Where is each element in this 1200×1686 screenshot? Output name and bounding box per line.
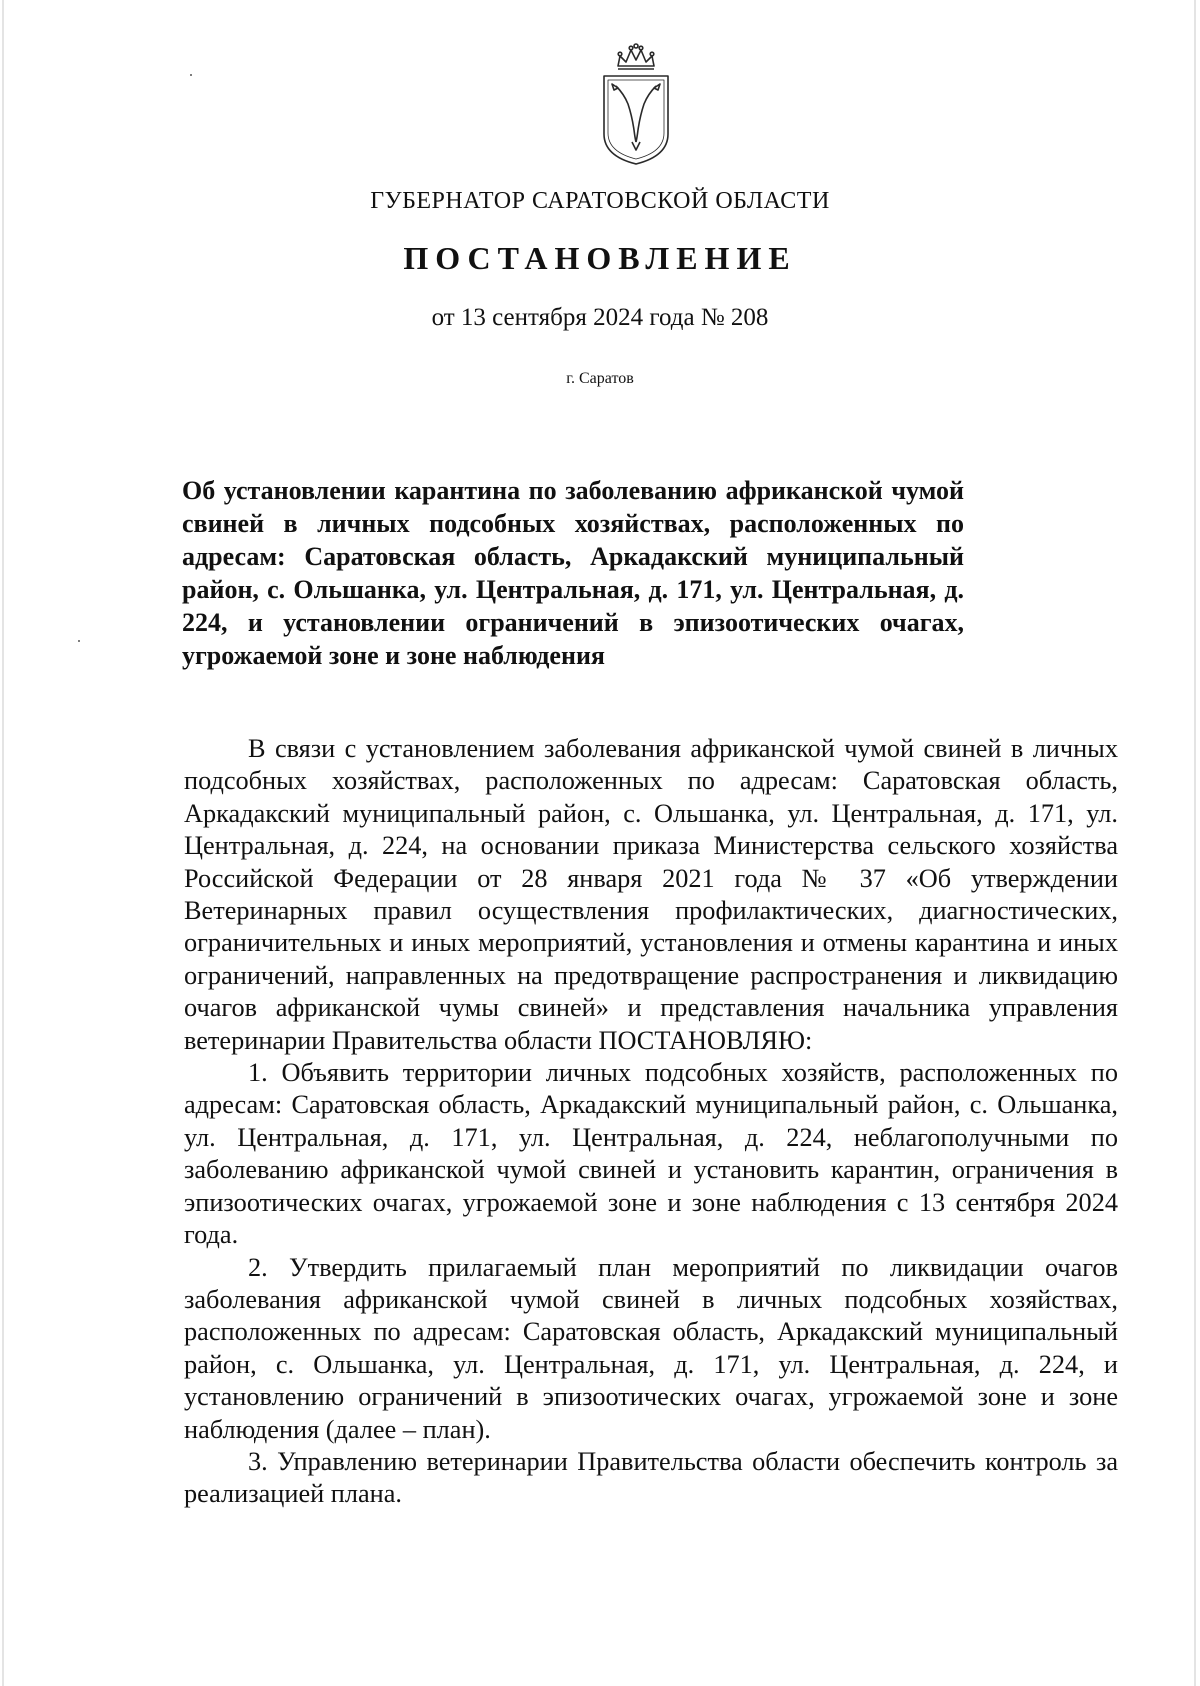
scan-speck	[190, 74, 192, 76]
clause-1-paragraph: 1. Объявить территории личных подсобных хозяйств, расположенных по адресам: Саратовская область, Аркадакский муниципальный район, с. Ольшанка, ул. Центральная, д. 171, ул. Центральная, д. 224, неблагополучными по заболеванию африканской чумой свиней и установить карантин, ограничения в эпизоотических очагах, угрожаемой зоне и зоне наблюдения с 13 сентября 2024 года.	[184, 1058, 1118, 1250]
issuer-heading: ГУБЕРНАТОР САРАТОВСКОЙ ОБЛАСТИ	[370, 188, 830, 214]
document-date-number: от 13 сентября 2024 года № 208	[431, 304, 769, 331]
saratov-coat-of-arms-icon	[598, 38, 674, 166]
clause-3-paragraph: 3. Управлению ветеринарии Правительства области обеспечить контроль за реализацией плана.	[184, 1446, 1118, 1509]
document-title: Об установлении карантина по заболеванию африканской чумой свиней в личных подсобных хозяйствах, расположенных по адресам: Саратовская область, Аркадакский муниципальный район, с. Ольшанка, ул. Центральная, д. 171, ул. Центральная, д. 224, и установлении ограничений в эпизоотических очагах, угрожаемой зоне и зоне наблюдения	[182, 476, 964, 670]
document-body	[184, 733, 1118, 1511]
document-type-heading: ПОСТАНОВЛЕНИЕ	[403, 240, 797, 276]
preamble-paragraph: В связи с установлением заболевания африканской чумой свиней в личных подсобных хозяйствах, расположенных по адресам: Саратовская область, Аркадакский муниципальный район, с. Ольшанка, ул. Центральная, д. 171, ул. Центральная, д. 224, на основании приказа Министерства сельского хозяйства Российской Федерации от 28 января 2021 года № 37 «Об утверждении Ветеринарных правил осуществления профилактических, диагностических, ограничительных и иных мероприятий, установления и отмены карантина и иных ограничений, направленных на предотвращение распространения и ликвидацию очагов африканской чумы свиней» и представления начальника управления ветеринарии Правительства области ПОСТАНОВЛЯЮ:	[184, 734, 1118, 1055]
document-city: г. Саратов	[566, 370, 634, 387]
scan-speck	[78, 640, 80, 642]
clause-2-paragraph: 2. Утвердить прилагаемый план мероприятий по ликвидации очагов заболевания африканской чумой свиней в личных подсобных хозяйствах, расположенных по адресам: Саратовская область, Аркадакский муниципальный район, с. Ольшанка, ул. Центральная, д. 171, ул. Центральная, д. 224, и установлению ограничений в эпизоотических очагах, угрожаемой зоне и зоне наблюдения (далее – план).	[184, 1252, 1118, 1444]
